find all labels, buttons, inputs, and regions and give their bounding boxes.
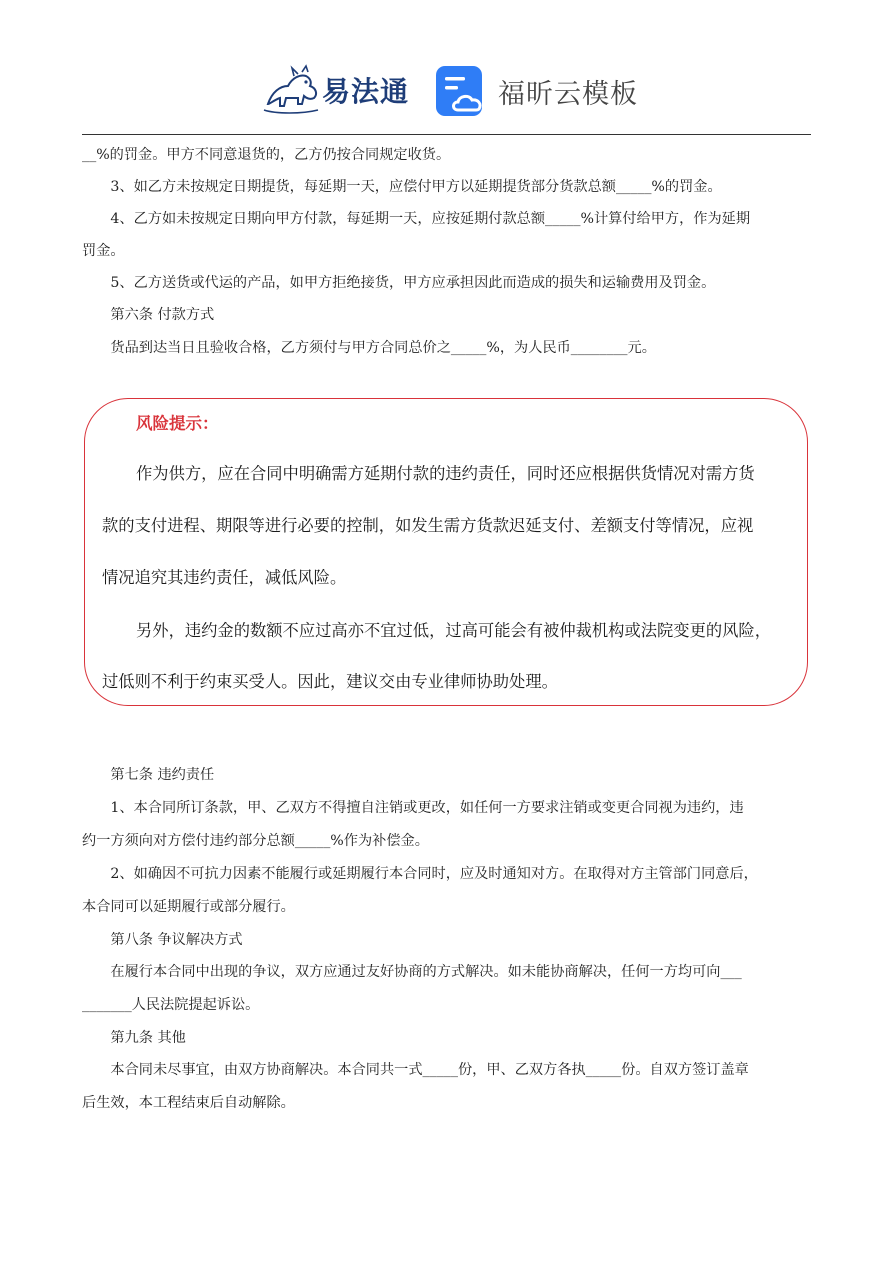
section-heading-dispute: 第八条 争议解决方式 [82,932,243,948]
contract-paragraph: 罚金。 [82,243,125,259]
risk-warning-box [84,398,808,706]
contract-paragraph: 4、乙方如未按规定日期向甲方付款，每延期一天，应按延期付款总额_____%计算付给甲方，作为延期 [82,211,751,227]
section-heading-other: 第九条 其他 [82,1030,186,1046]
section-heading-breach: 第七条 违约责任 [82,767,215,783]
foxit-template-logo-text: 福昕云模板 [498,78,638,110]
header-divider [82,134,811,135]
contract-paragraph: 约一方须向对方偿付违约部分总额_____%作为补偿金。 [82,833,429,849]
contract-paragraph: _______人民法院提起诉讼。 [82,997,260,1013]
risk-warning-line: 过低则不利于约束买受人。因此，建议交由专业律师协助处理。 [102,672,558,691]
contract-paragraph: __%的罚金。甲方不同意退货的，乙方仍按合同规定收货。 [82,147,451,163]
contract-paragraph: 本合同未尽事宜，由双方协商解决。本合同共一式_____份，甲、乙双方各执_____份。自双方签订盖章 [82,1062,749,1078]
foxit-template-logo[interactable] [436,66,638,116]
contract-paragraph: 5、乙方送货或代运的产品，如甲方拒绝接货，甲方应承担因此而造成的损失和运输费用及罚金。 [82,275,716,291]
yifatong-logo-text: 易法通 [322,75,410,108]
risk-warning-line: 款的支付进程、期限等进行必要的控制，如发生需方货款迟延支付、差额支付等情况，应视 [102,516,754,535]
cloud-document-icon [436,66,488,116]
contract-paragraph: 在履行本合同中出现的争议，双方应通过友好协商的方式解决。如未能协商解决，任何一方均可向___ [82,964,742,980]
qilin-seal-icon [262,64,320,116]
risk-warning-line: 情况追究其违约责任，减低风险。 [102,568,347,587]
contract-paragraph: 3、如乙方未按规定日期提货，每延期一天，应偿付甲方以延期提货部分货款总额_____%的罚金。 [82,179,722,195]
contract-paragraph: 1、本合同所订条款，甲、乙双方不得擅自注销或更改，如任何一方要求注销或变更合同视为违约，违 [82,800,744,816]
risk-warning-title: 风险提示： [136,414,219,433]
yifatong-logo[interactable] [262,64,409,116]
risk-warning-line: 另外，违约金的数额不应过高亦不宜过低，过高可能会有被仲裁机构或法院变更的风险， [136,621,771,640]
contract-paragraph: 2、如确因不可抗力因素不能履行或延期履行本合同时，应及时通知对方。在取得对方主管部门同意后， [82,866,758,882]
header [0,58,893,124]
contract-paragraph: 后生效，本工程结束后自动解除。 [82,1095,295,1111]
contract-paragraph: 本合同可以延期履行或部分履行。 [82,899,295,915]
section-heading-payment: 第六条 付款方式 [82,307,215,323]
risk-warning-line: 作为供方，应在合同中明确需方延期付款的违约责任，同时还应根据供货情况对需方货 [136,464,755,483]
contract-paragraph: 货品到达当日且验收合格，乙方须付与甲方合同总价之_____%，为人民币________元。 [82,340,656,356]
